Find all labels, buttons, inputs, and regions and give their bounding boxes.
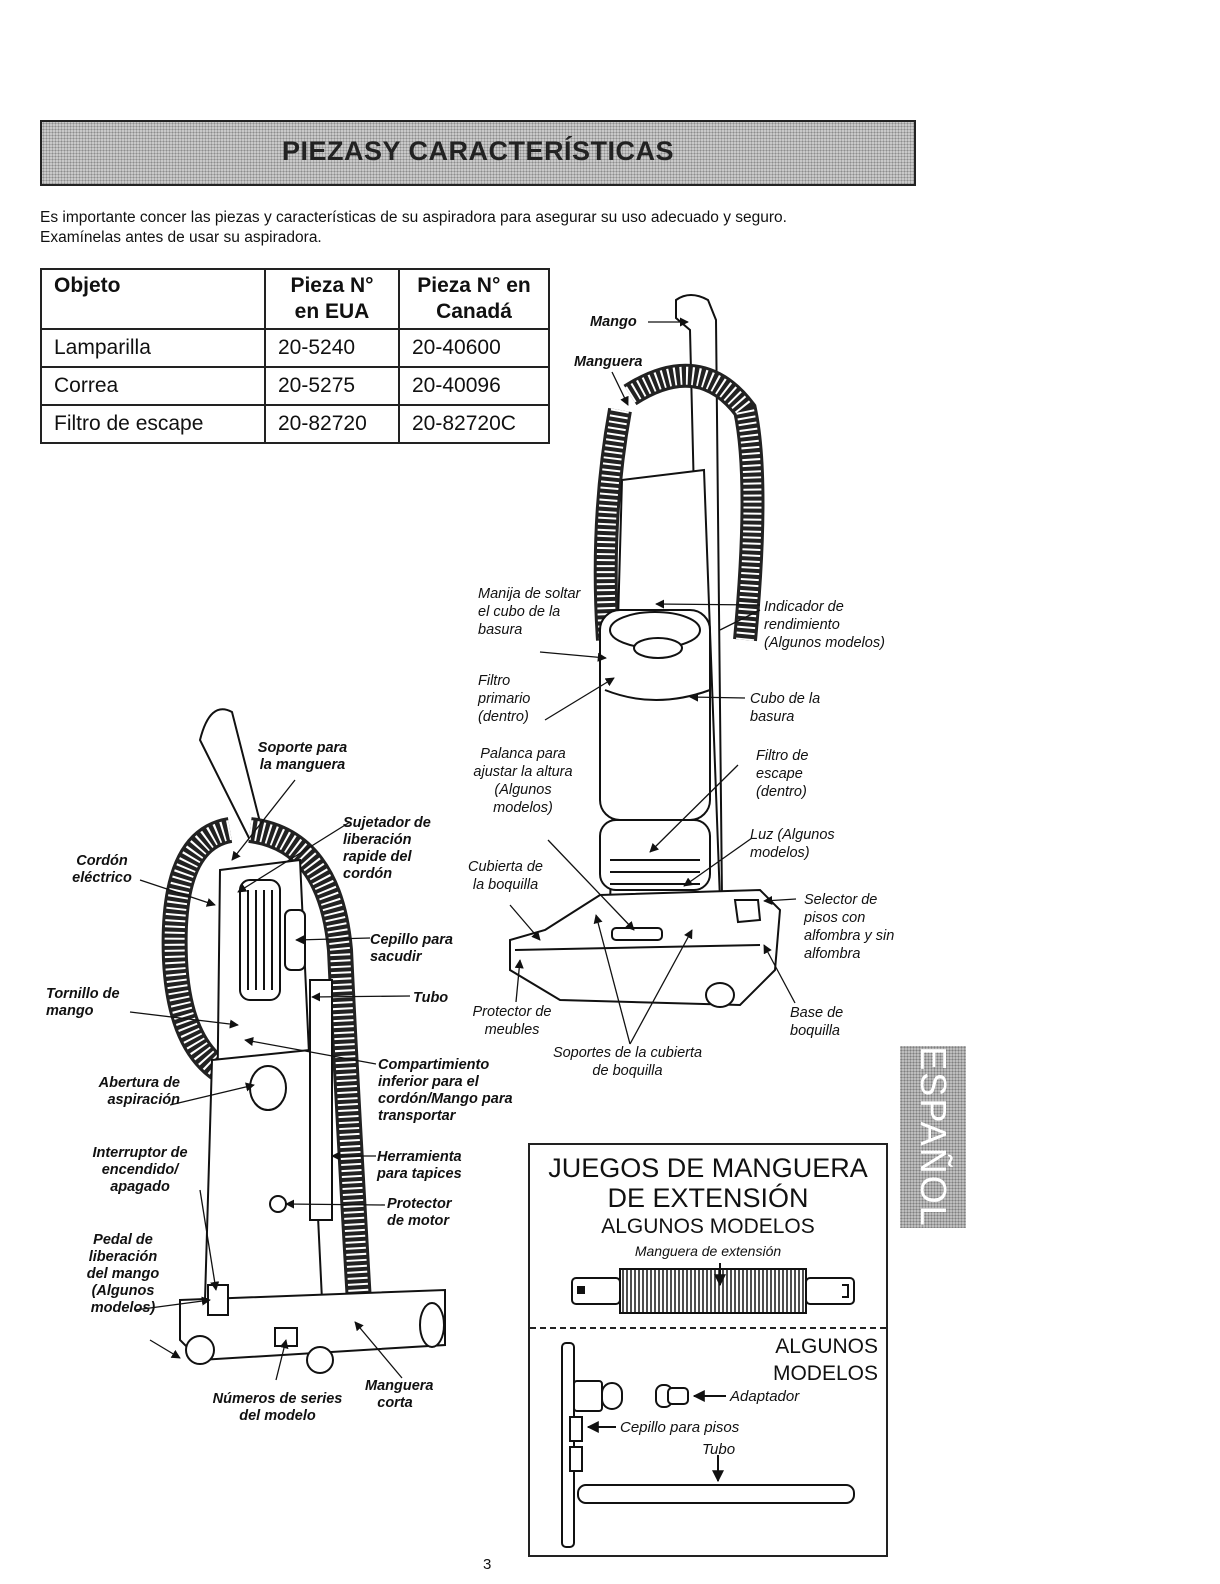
label-soportes: Soportes de la cubierta de boquilla — [552, 1045, 703, 1079]
label-cordon: Cordón eléctrico — [72, 853, 132, 886]
cell-us: 20-5275 — [265, 367, 399, 405]
floor-brush-icon — [562, 1343, 622, 1547]
label-numeros: Números de series del modelo — [212, 1391, 343, 1424]
language-tab-label: ESPAÑOL — [913, 1046, 954, 1228]
label-protector-motor: Protector de motor — [387, 1196, 452, 1229]
cell-us: 20-82720 — [265, 405, 399, 443]
cell-ca: 20-82720C — [399, 405, 549, 443]
header-ca: Pieza N° en Canadá — [399, 269, 549, 329]
label-palanca: Palanca para ajustar la altura (Algunos modelos) — [473, 746, 573, 816]
page-number: 3 — [483, 1556, 492, 1573]
kit-subtitle: ALGUNOS MODELOS — [601, 1215, 815, 1238]
label-herramienta: Herramienta para tapices — [377, 1149, 462, 1182]
cell-item: Filtro de escape — [41, 405, 265, 443]
label-abertura: Abertura de aspiración — [98, 1075, 180, 1108]
intro-line-1: Es importante concer las piezas y características de su aspiradora para asegurar su uso adecuado y seguro. — [40, 209, 787, 226]
header-item: Objeto — [41, 269, 265, 329]
label-interruptor: Interruptor de encendido/ apagado — [92, 1145, 188, 1195]
wand-tube-icon — [578, 1427, 854, 1503]
label-manija: Manija de soltar el cubo de la basura — [478, 586, 581, 638]
cell-ca: 20-40096 — [399, 367, 549, 405]
label-kit-tubo: Tubo — [702, 1441, 736, 1458]
language-tab — [900, 1046, 966, 1228]
label-adaptador: Adaptador — [730, 1388, 800, 1405]
label-manguera-corta: Manguera corta — [365, 1378, 434, 1411]
cell-us: 20-5240 — [265, 329, 399, 367]
adapter-icon — [656, 1385, 726, 1407]
label-manguera: Manguera — [574, 354, 643, 370]
kit-title: JUEGOS DE MANGUERA DE EXTENSIÓN — [548, 1153, 868, 1213]
header-us: Pieza N° en EUA — [265, 269, 399, 329]
upright-vacuum-drawing — [510, 295, 780, 1007]
label-soporte-manguera: Soporte para la manguera — [257, 740, 348, 773]
label-compartimiento: Compartimiento inferior para el cordón/Mango para transportar — [378, 1057, 513, 1124]
kit-hose-caption: Manguera de extensión — [634, 1243, 782, 1259]
label-filtro-primario: Filtro primario (dentro) — [478, 673, 531, 725]
label-sujetador: Sujetador de liberación rapide del cordón — [343, 815, 431, 882]
cell-item: Lamparilla — [41, 329, 265, 367]
kit-divider — [530, 1327, 886, 1329]
label-luz: Luz (Algunos modelos) — [750, 827, 835, 861]
label-cepillo-pisos: Cepillo para pisos — [620, 1419, 740, 1436]
cell-item: Correa — [41, 367, 265, 405]
label-tubo: Tubo — [413, 990, 449, 1006]
label-cubo: Cubo de la basura — [750, 691, 821, 725]
cell-ca: 20-40600 — [399, 329, 549, 367]
extension-kit-box — [528, 1143, 888, 1557]
extension-hose-icon — [572, 1263, 854, 1313]
page-title: PIEZASY CARACTERÍSTICAS — [281, 136, 675, 166]
label-mango: Mango — [590, 314, 637, 330]
label-tornillo: Tornillo de mango — [46, 986, 120, 1019]
label-selector: Selector de pisos con alfombra y sin alfombra — [804, 892, 895, 962]
label-protector-muebles: Protector de meubles — [472, 1004, 552, 1038]
label-indicador: Indicador de rendimiento (Algunos modelos) — [764, 599, 885, 651]
intro-line-2: Examínelas antes de usar su aspiradora. — [40, 229, 322, 246]
label-base: Base de boquilla — [790, 1005, 844, 1039]
label-cubierta: Cubierta de la boquilla — [468, 859, 543, 893]
kit-subtitle-2: ALGUNOS MODELOS — [772, 1335, 878, 1385]
back-vacuum-drawing — [175, 709, 445, 1373]
label-filtro-escape: Filtro de escape (dentro) — [756, 748, 809, 800]
label-pedal: Pedal de liberación del mango (Algunos modelos) — [86, 1232, 160, 1316]
label-cepillo-sacudir: Cepillo para sacudir — [370, 932, 453, 965]
